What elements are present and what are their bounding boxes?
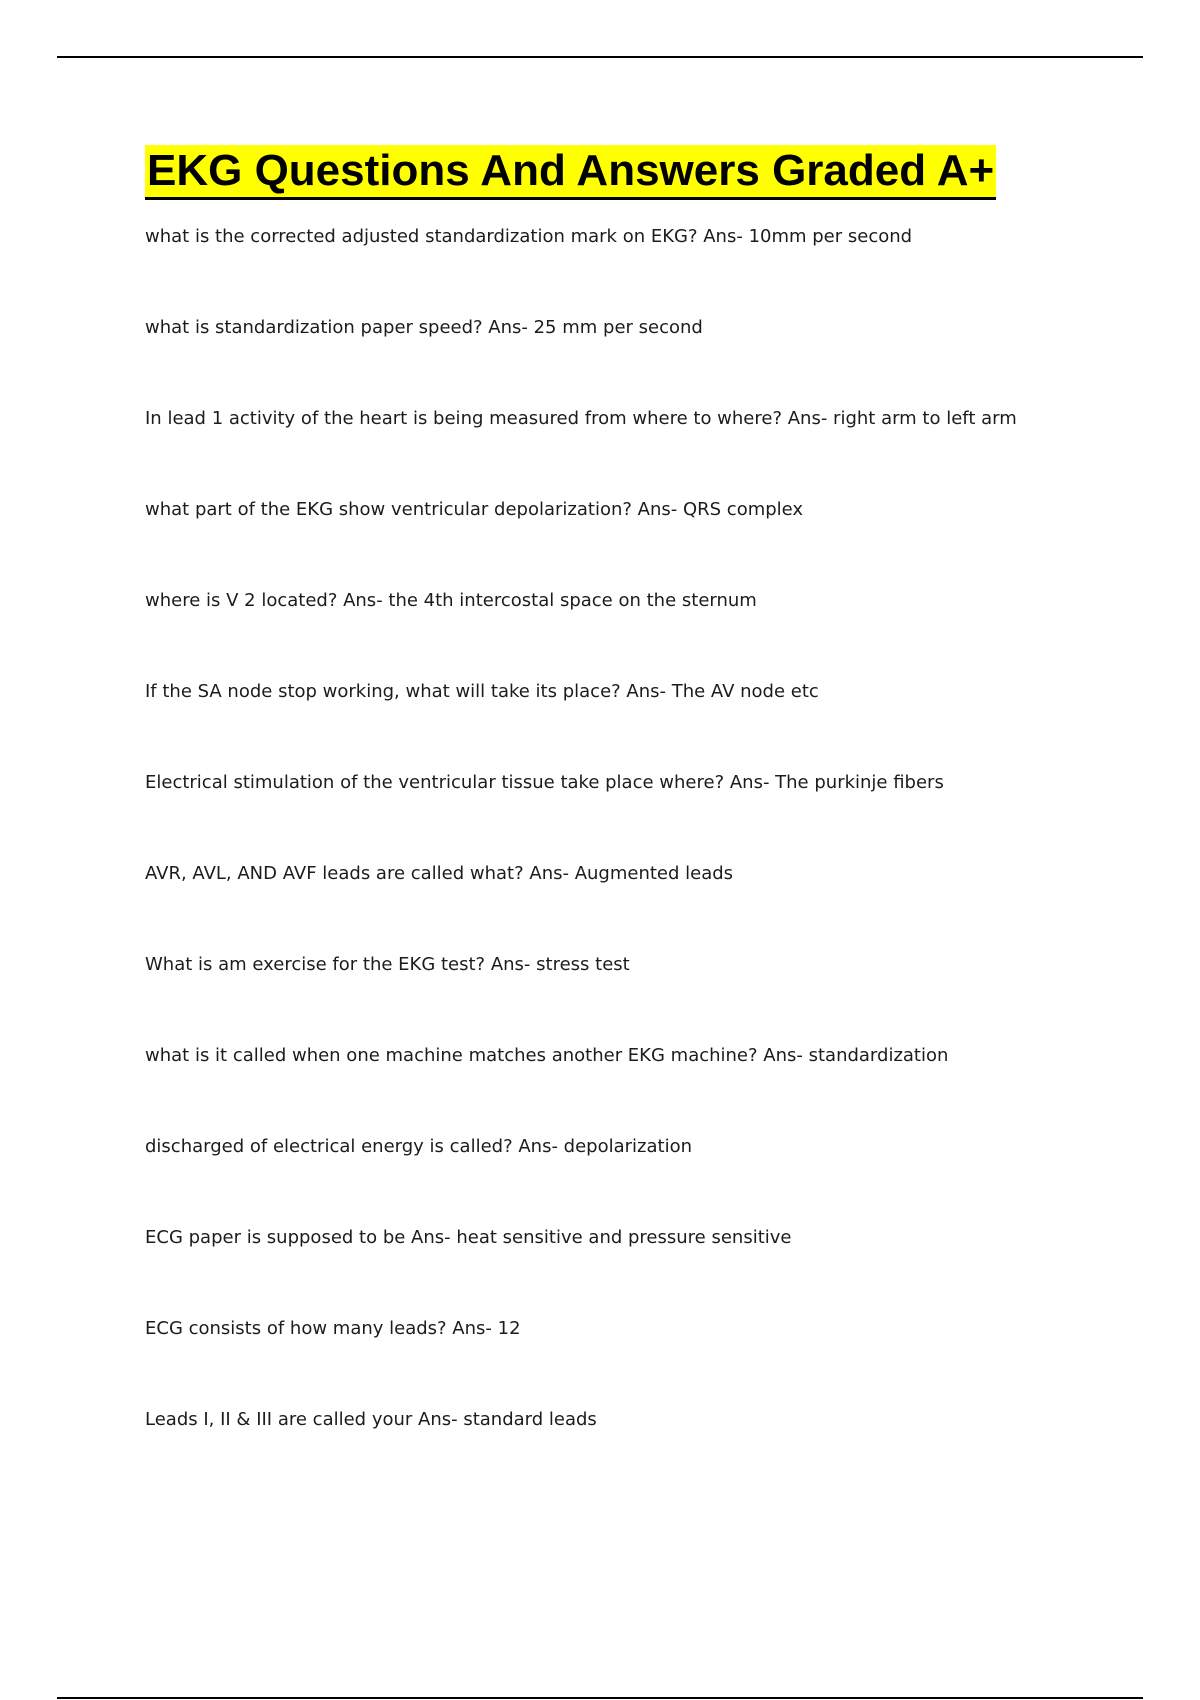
qa-item: where is V 2 located? Ans- the 4th intercostal space on the sternum [145, 590, 757, 611]
qa-item: what is the corrected adjusted standardization mark on EKG? Ans- 10mm per second [145, 226, 913, 247]
qa-item: discharged of electrical energy is called? Ans- depolarization [145, 1136, 692, 1157]
qa-item: what part of the EKG show ventricular depolarization? Ans- QRS complex [145, 499, 804, 520]
qa-item: If the SA node stop working, what will take its place? Ans- The AV node etc [145, 681, 819, 702]
page-title: EKG Questions And Answers Graded A+ [145, 145, 996, 200]
qa-item: AVR, AVL, AND AVF leads are called what? Ans- Augmented leads [145, 863, 734, 884]
qa-item: In lead 1 activity of the heart is being measured from where to where? Ans- right arm to left arm [145, 408, 1017, 429]
qa-item: Electrical stimulation of the ventricular tissue take place where? Ans- The purkinje fibers [145, 772, 944, 793]
qa-item: ECG consists of how many leads? Ans- 12 [145, 1318, 521, 1339]
qa-item: ECG paper is supposed to be Ans- heat sensitive and pressure sensitive [145, 1227, 792, 1248]
qa-item: Leads I, II & III are called your Ans- standard leads [145, 1409, 597, 1430]
qa-item: what is standardization paper speed? Ans- 25 mm per second [145, 317, 703, 338]
qa-item: what is it called when one machine matches another EKG machine? Ans- standardization [145, 1045, 949, 1066]
document-body [145, 145, 1105, 1430]
qa-list [145, 226, 1017, 1500]
header-rule [57, 56, 1143, 58]
title-container [145, 145, 996, 200]
footer-rule [57, 1697, 1143, 1699]
qa-item: What is am exercise for the EKG test? Ans- stress test [145, 954, 630, 975]
